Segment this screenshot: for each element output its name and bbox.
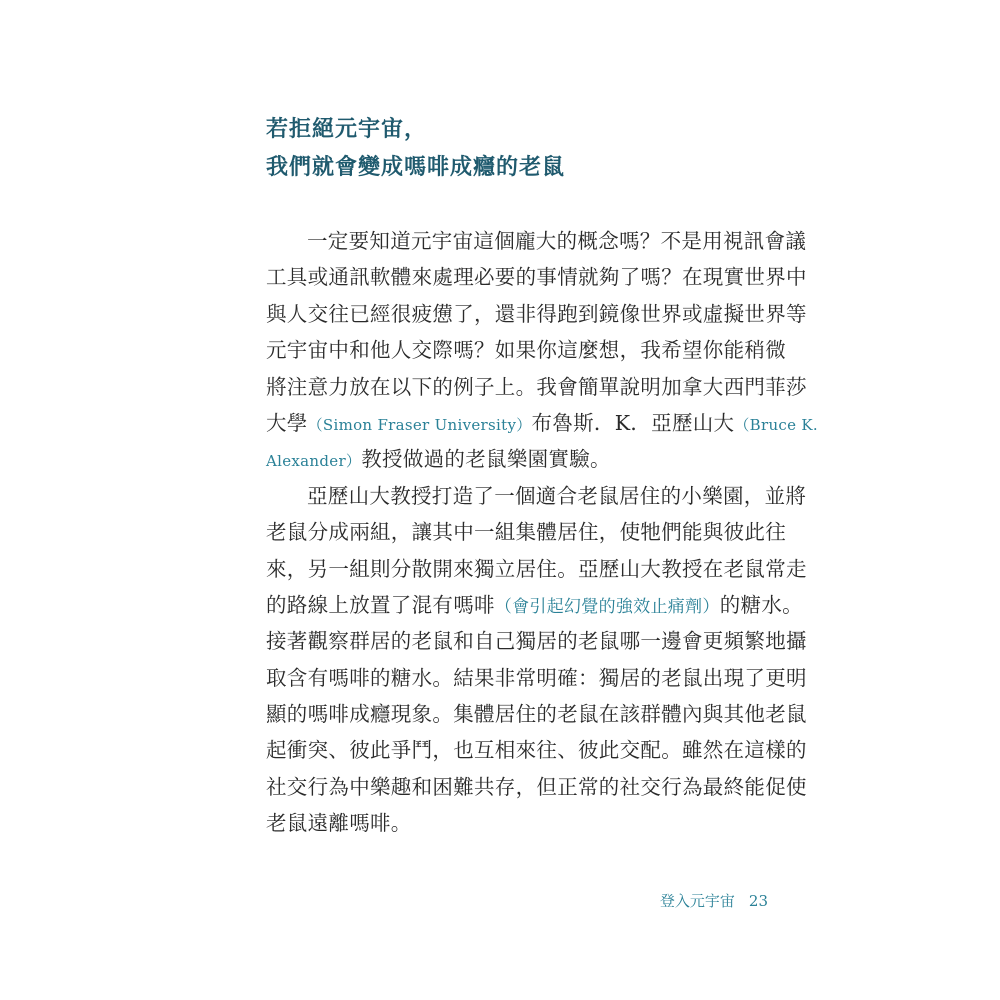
text-line: 工具或通訊軟體來處理必要的事情就夠了嗎？在現實世界中: [266, 265, 807, 290]
text-segment: 布魯斯．K．亞歷山大: [531, 410, 735, 435]
text-line: 將注意力放在以下的例子上。我會簡單說明加拿大西門菲莎: [266, 374, 807, 399]
paragraph-2: [266, 478, 807, 842]
english-name-note: （Simon Fraser University）: [307, 415, 532, 434]
paragraph-1: [266, 223, 818, 478]
text-segment: 的路線上放置了混有嗎啡: [266, 592, 495, 617]
text-segment: 的糖水。: [719, 592, 803, 617]
text-line: [266, 587, 803, 623]
text-segment: 大學: [266, 410, 308, 435]
text-line: 取含有嗎啡的糖水。結果非常明確：獨居的老鼠出現了更明: [266, 665, 807, 690]
page-number: 23: [748, 892, 768, 910]
annotation-note: （會引起幻覺的強效止痛劑）: [494, 596, 720, 617]
text-line: 老鼠分成兩組，讓其中一組集體居住，使牠們能與彼此往: [266, 520, 786, 545]
chapter-heading: [266, 110, 786, 186]
english-name-note: （Bruce K.: [734, 415, 818, 434]
text-line: [266, 441, 770, 477]
text-line: 元宇宙中和他人交際嗎？如果你這麼想，我希望你能稍微: [266, 338, 786, 363]
text-line: 一定要知道元宇宙這個龐大的概念嗎？不是用視訊會議: [307, 229, 807, 253]
text-line: 老鼠遠離嗎啡。: [266, 811, 412, 836]
text-segment: 教授做過的老鼠樂園實驗。: [361, 447, 611, 472]
heading-line-1: 若拒絕元宇宙，: [266, 116, 428, 142]
text-line: 接著觀察群居的老鼠和自己獨居的老鼠哪一邊會更頻繁地攝: [266, 629, 807, 654]
book-title: 登入元宇宙: [659, 892, 735, 910]
text-line: 亞歷山大教授打造了一個適合老鼠居住的小樂園，並將: [307, 483, 807, 508]
body-text: [266, 223, 818, 842]
text-line: 來，另一組則分散開來獨立居住。亞歷山大教授在老鼠常走: [266, 556, 807, 581]
text-line: 起衝突、彼此爭鬥，也互相來往、彼此交配。雖然在這樣的: [266, 738, 807, 763]
text-line: 社交行為中樂趣和困難共存，但正常的社交行為最終能促使: [266, 774, 807, 799]
text-line: 顯的嗎啡成癮現象。集體居住的老鼠在該群體內與其他老鼠: [266, 702, 807, 727]
english-name-note: Alexander）: [266, 452, 362, 471]
text-line: 與人交往已經很疲憊了，還非得跑到鏡像世界或虛擬世界等: [266, 301, 807, 326]
text-line: [266, 405, 818, 441]
heading-line-2: 我們就會變成嗎啡成癮的老鼠: [266, 154, 566, 180]
page-footer: [600, 890, 768, 911]
